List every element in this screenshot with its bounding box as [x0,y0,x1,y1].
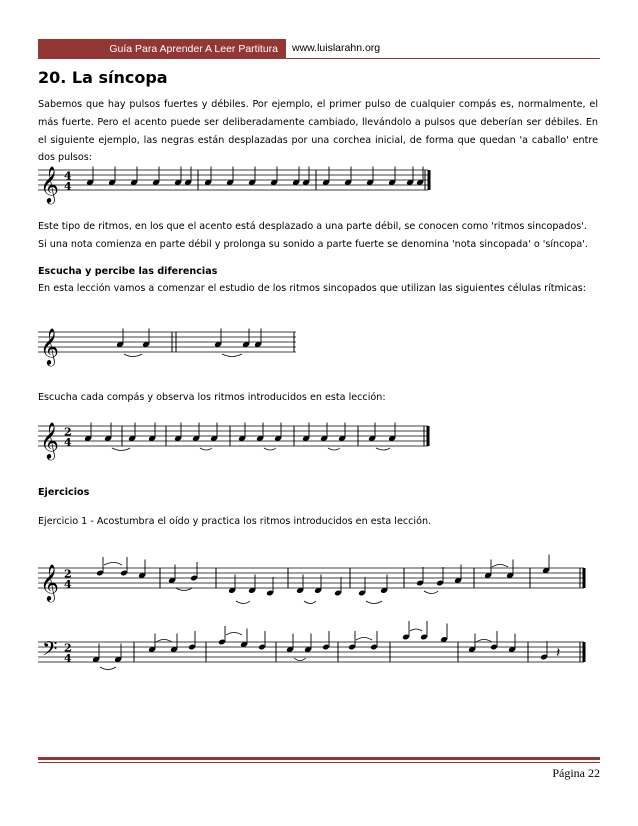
tie [124,354,142,357]
time-signature-bottom: 4 [64,180,72,193]
syncopation-definition-2: Si una nota comienza en parte débil y prolonga su sonido a parte fuerte se denomina 'nota sincopada' o 'síncopa'. [38,239,588,250]
score-exercise-bass [0,626,638,686]
notes [96,555,550,597]
page-header [38,39,600,59]
notes-cell-2 [214,329,262,348]
score-rhythmic-cells [0,322,638,366]
notes-cell-1 [116,329,150,348]
tie [356,638,372,641]
tie [294,658,306,661]
time-signature-top: 4 [64,169,72,183]
bass-clef-symbol: 𝄢 [42,637,58,665]
tie [410,629,422,631]
website-url[interactable]: www.luislarahn.org [286,39,600,59]
quarter-rest-symbol: 𝄽 [556,645,561,661]
time-signature-bottom: 4 [64,652,72,665]
treble-clef-symbol: 𝄞 [40,563,59,601]
time-signature-top: 2 [64,567,72,581]
footer-rule [38,757,600,760]
time-signature-top: 2 [64,425,72,439]
score-listen-example [0,416,638,460]
tie [328,448,340,450]
tie [236,601,250,604]
tie [476,640,492,643]
tie [424,591,438,594]
intro-paragraph: Sabemos que hay pulsos fuertes y débiles. Por ejemplo, el primer pulso de cualquier compás es, normalmente, el más fuerte. Pero el acento puede ser deliberadamente cambiado, llevándolo a pulsos que deberían ser débiles. En el siguiente ejemplo, las negras están desplazadas por una corchea inicial, de forma que quedan 'a caballo' entre dos pulsos: [38,99,598,164]
tie [376,448,390,450]
score-exercise-treble [0,552,638,612]
tie [100,667,116,670]
time-signature-bottom: 4 [64,436,72,449]
tie [112,448,130,451]
page-number: Página 22 [552,766,600,780]
tie [222,354,242,357]
section-title: 20. La síncopa [38,68,168,87]
footer-rule-thin [38,762,600,763]
exercises-heading: Ejercicios [38,487,90,498]
time-signature-bottom: 4 [64,578,72,591]
tie [156,640,172,643]
exercise-1-text: Ejercicio 1 - Acostumbra el oído y practica los ritmos introducidos en esta lección. [38,516,432,527]
tie [176,588,192,591]
listen-heading: Escucha y percibe las diferencias [38,266,218,277]
listen-text: En esta lección vamos a comenzar el estudio de los ritmos sincopados que utilizan las siguientes células rítmicas: [38,283,586,294]
treble-clef-symbol: 𝄞 [40,327,59,365]
notes-measure-1 [86,167,192,186]
tie [366,601,382,604]
book-title: Guía Para Aprender A Leer Partitura [38,39,286,59]
tie [264,448,276,450]
treble-clef-symbol: 𝄞 [40,165,59,203]
treble-clef-symbol: 𝄞 [40,421,59,459]
time-signature-top: 2 [64,641,72,655]
notes-measure-3 [322,167,424,186]
syncopation-definition-1: Este tipo de ritmos, en los que el acento está desplazado a una parte débil, se conocen como 'ritmos sincopados'. [38,221,587,232]
tie [200,448,212,450]
tie [492,565,508,568]
tie [304,601,316,604]
tie [104,563,122,566]
tie [226,633,242,636]
notes [84,423,396,442]
listen-text-2: Escucha cada compás y observa los ritmos introducidos en esta lección: [38,392,386,403]
score-example-syncopation [0,160,638,204]
notes-measure-2 [204,167,310,186]
